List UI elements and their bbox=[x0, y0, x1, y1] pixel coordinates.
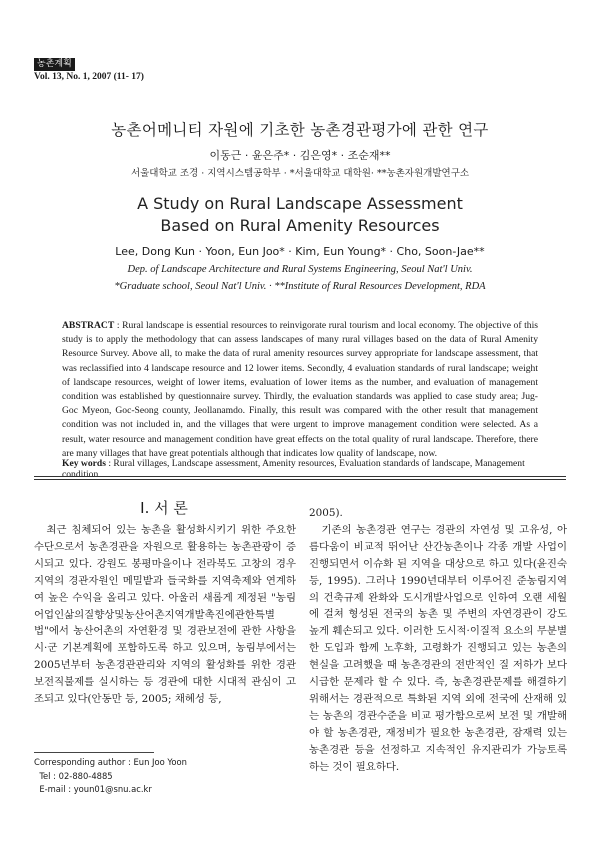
abstract-label: ABSTRACT bbox=[62, 320, 115, 331]
intro-paragraph-2: 기존의 농촌경관 연구는 경관의 자연성 및 고유성, 아름다움이 비교적 뛰어난 산간농촌이나 각종 개발 사업이 진행되면서 이슈화 된 지역을 대상으로 하고 있다(윤진숙 등, 1995). 그러나 1990년대부터 이루어진 준농림지역의 건축규제 완화와 도시개발사업으로 인하여 오랜 세월에 걸쳐 형성된 전국의 농촌 및 주변의 자연경관이 강도 높게 훼손되고 있다. 이러한 도시적·이질적 요소의 무분별한 도입과 함께 노후화, 고령화가 진행되고 있는 농촌의 현실을 고려했을 때 농촌경관의 전반적인 질 저하가 보다 시급한 문제라 할 수 있다. 즉, 농촌경관문제를 해결하기 위해서는 경관적으로 특화된 지역 외에 전국에 산재해 있는 농촌의 경관수준을 비교 평가함으로써 보전 및 개발해야 할 농촌경관, 재정비가 필요한 농촌경관, 잠재력 있는 농촌경관 등을 선정하고 지속적인 유지관리가 가능토록 하는 것이 필요하다. bbox=[309, 523, 567, 773]
keywords-label: Key words bbox=[62, 458, 106, 469]
footnote-tel: Tel : 02-880-4885 bbox=[34, 770, 113, 781]
keywords-text: : Rural villages, Landscape assessment, Amenity resources, Evaluation standards of landscape, Management condition bbox=[62, 458, 525, 480]
affiliation-english-line1: Dep. of Landscape Architecture and Rural Systems Engineering, Seoul Nat'l Univ. bbox=[127, 264, 473, 275]
affiliation-english-line2: *Graduate school, Seoul Nat'l Univ. · **Institute of Rural Resources Development, RDA bbox=[114, 281, 486, 292]
journal-citation: Vol. 13, No. 1, 2007 (11- 17) bbox=[34, 72, 144, 82]
footnote-email: E-mail : youn01@snu.ac.kr bbox=[34, 784, 152, 794]
authors-english: Lee, Dong Kun · Yoon, Eun Joo* · Kim, Eun Young* · Cho, Soon-Jae** bbox=[115, 245, 485, 258]
footnote-divider bbox=[34, 752, 154, 753]
intro-continuation: 2005). bbox=[309, 507, 343, 519]
authors-korean: 이동근 · 윤은주* · 김은영* · 조순재** bbox=[209, 149, 391, 162]
affiliation-korean: 서울대학교 조경 · 지역시스템공학부 · *서울대학교 대학원· **농촌자원개발연구소 bbox=[130, 168, 470, 179]
footnote-author: Corresponding author : Eun Joo Yoon bbox=[34, 757, 187, 767]
divider-top bbox=[34, 476, 566, 477]
title-english-line1: A Study on Rural Landscape Assessment bbox=[137, 194, 463, 213]
intro-paragraph-1: 최근 침체되어 있는 농촌을 활성화시키기 위한 주요한 수단으로서 농촌경관을 자원으로 활용하는 농촌관광이 증시되고 있다. 강원도 봉평마을이나 전라북도 고창의 경우 지역의 경관자원인 메밀밭과 들국화를 지역축제와 연계하여 높은 수익을 올리고 있다. 아울러 새롭게 제정된 "농림어업인삶의질향상및농산어촌지역개발촉진에관한특별법"에서 농산어촌의 자연환경 및 경관보전에 관한 사항을 시·군 기본계획에 포함하도록 하고 있으며, 농림부에서는 2005년부터 농촌경관관리와 지역의 활성화를 위한 경관보전직불제를 실시하는 등 경관에 대한 시대적 관심이 고조되고 있다(안동만 등, 2005; 채혜성 등, bbox=[34, 524, 296, 706]
title-english bbox=[0, 193, 600, 237]
title-english-line2: Based on Rural Amenity Resources bbox=[160, 216, 440, 235]
title-korean: 농촌어메니티 자원에 기초한 농촌경관평가에 관한 연구 bbox=[111, 121, 489, 139]
divider-bottom bbox=[34, 479, 566, 480]
section-heading-introduction: I. 서 론 bbox=[140, 499, 188, 517]
abstract bbox=[62, 319, 538, 461]
body-column-right bbox=[309, 505, 567, 776]
journal-badge: 농촌계획 bbox=[34, 58, 75, 71]
abstract-text: : Rural landscape is essential resources to reinvigorate rural tourism and local economy. The objective of this study is to apply the methodology that can assess landscapes of many rural villages based on the data of Rural Amenity Resource Survey. Above all, to make the data of rural amenity resources survey appropriate for landscape assessment, that was reclassified into 4 landscape resource and 12 lower items. Secondly, 4 evaluation standards of rural landscape; weight of landscape resources, weight of lower items, evaluation of lower items as the number, and evaluation of management condition was established by questionnaire survey. Thirdly, the evaluation standards was applied to case study area; Jug-Goc Myeon, Goc-Seong county, Jeollanamdo. Finally, this result was compared with the other result that management condition was not included in, and the villages that were urgent to improve management condition were selected. As a result, water resource and management condition have great effects on the total quality of rural landscape. Therefore, there are many villages that have great potentials although that indicates low quality of landscape, now. bbox=[62, 320, 538, 459]
footnote-corresponding-author bbox=[34, 756, 296, 797]
body-column-left bbox=[34, 522, 296, 708]
